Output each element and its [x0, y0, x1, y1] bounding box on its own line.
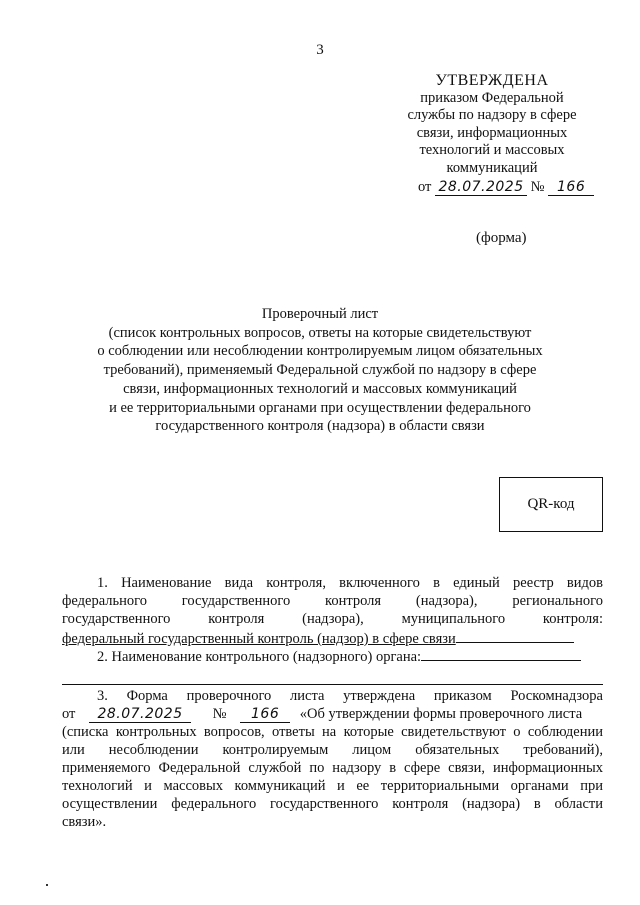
approval-heading: УТВЕРЖДЕНА — [435, 72, 549, 89]
item1-line: 1. Наименование вида контроля, включенного в единый реестр видов — [97, 575, 603, 591]
item3-order-title-start: «Об утверждении формы проверочного листа — [299, 706, 583, 722]
handwritten-date: 28.07.2025 — [435, 180, 527, 196]
approval-line: коммуникаций — [446, 159, 538, 176]
approval-line: связи, информационных — [416, 124, 568, 141]
title-line: государственного контроля (надзора) в области связи — [155, 418, 485, 435]
approval-line: технологий и массовых — [419, 142, 565, 158]
item3-line: осуществлении федерального государственного контроля (надзора) в области — [62, 796, 603, 812]
item1-line: федерального государственного контроля (надзора), регионального — [62, 593, 603, 609]
approval-stamp — [402, 72, 586, 197]
item1-line: государственного контроля (надзора), муниципального контроля: — [62, 611, 603, 627]
item3-number-sign: № — [212, 706, 227, 722]
handwritten-number: 166 — [240, 707, 290, 723]
qr-code-label: QR-код — [527, 496, 575, 512]
item3-line: технологий и массовых коммуникаций и ее территориальными органами при — [62, 778, 603, 794]
page-number: 3 — [316, 42, 324, 58]
answer-blank — [456, 629, 574, 643]
handwritten-date: 28.07.2025 — [89, 707, 191, 723]
title-heading: Проверочный лист — [261, 306, 379, 322]
form-label: (форма) — [476, 230, 527, 246]
qr-code-box — [499, 477, 603, 532]
title-line: и ее территориальными органами при осуществлении федерального — [109, 399, 531, 416]
scan-speck — [46, 884, 48, 886]
number-prefix: № — [530, 179, 545, 195]
item3-line: или несоблюдении контролируемым лицом обязательных требований), — [62, 742, 603, 758]
item3-line: 3. Форма проверочного листа утверждена приказом Роскомнадзора — [97, 688, 603, 704]
title-line: (список контрольных вопросов, ответы на которые свидетельствуют — [108, 324, 532, 341]
date-prefix: от — [418, 179, 432, 195]
title-line: требований), применяемый Федеральной службой по надзору в сфере — [103, 362, 537, 379]
item1-answer: федеральный государственный контроль (надзор) в сфере связи — [62, 631, 456, 647]
title-line: о соблюдении или несоблюдении контролируемым лицом обязательных — [97, 343, 543, 360]
organ-blank-continuation — [62, 684, 603, 685]
approval-date-line — [418, 179, 586, 197]
item3-line: связи». — [62, 814, 107, 830]
document-title — [70, 305, 570, 436]
approval-line: службы по надзору в сфере — [407, 107, 577, 123]
item2-line — [97, 647, 581, 667]
approval-line: приказом Федеральной — [420, 89, 564, 106]
item3-from: от — [62, 706, 76, 722]
item3-date-line — [62, 706, 582, 724]
item2-text: 2. Наименование контрольного (надзорного) органа: — [97, 649, 422, 665]
title-line: связи, информационных технологий и массовых коммуникаций — [123, 380, 517, 397]
handwritten-number: 166 — [548, 180, 594, 196]
item3-line: (списка контрольных вопросов, ответы на которые свидетельствуют о соблюдении — [62, 724, 603, 740]
organ-blank[interactable] — [421, 647, 581, 661]
item1-answer-line — [62, 629, 574, 649]
item3-line: применяемого Федеральной службой по надзору в сфере связи, информационных — [62, 760, 603, 776]
